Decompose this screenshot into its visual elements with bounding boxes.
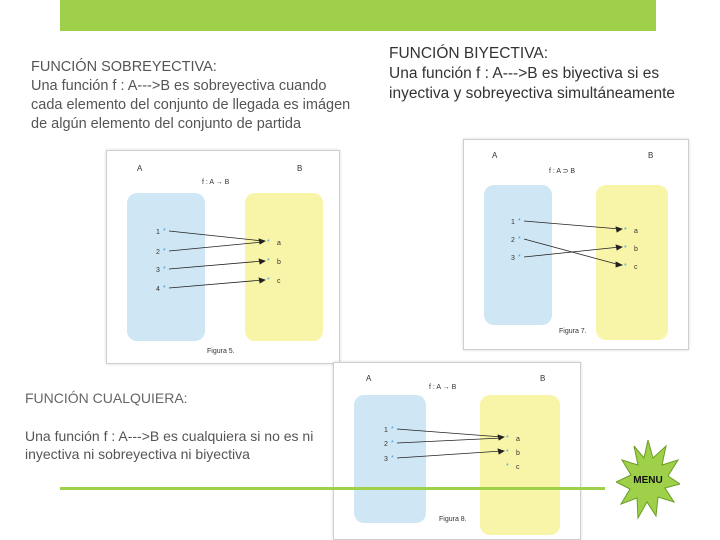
fig7-b2-dot: * bbox=[624, 245, 627, 252]
fig8-b3: c bbox=[516, 464, 520, 471]
fig5-a1-dot: * bbox=[163, 228, 166, 235]
fig7-a3-dot: * bbox=[518, 254, 521, 261]
biyectiva-title: FUNCIÓN BIYECTIVA: bbox=[389, 45, 549, 62]
fig5-a3-dot: * bbox=[163, 266, 166, 273]
fig7-b1-dot: * bbox=[624, 227, 627, 234]
fig7-b1: a bbox=[634, 228, 638, 235]
fig5-set-b-label: B bbox=[297, 164, 303, 173]
figure-cualquiera bbox=[333, 362, 581, 540]
fig7-b3: c bbox=[634, 264, 638, 271]
fig5-set-a-label: A bbox=[137, 164, 143, 173]
fig8-b1: a bbox=[516, 436, 520, 443]
fig7-a1-dot: * bbox=[518, 218, 521, 225]
fig5-b1-dot: * bbox=[267, 239, 270, 246]
fig8-a3: 3 bbox=[384, 456, 388, 463]
cualquiera-title: FUNCIÓN CUALQUIERA: bbox=[25, 390, 188, 406]
fig7-a2-dot: * bbox=[518, 236, 521, 243]
fig8-a1-dot: * bbox=[391, 426, 394, 433]
fig8-set-b-label: B bbox=[540, 374, 546, 383]
menu-label: MENU bbox=[633, 475, 663, 486]
fig7-set-b-label: B bbox=[648, 151, 654, 160]
fig8-set-a-label: A bbox=[366, 374, 372, 383]
fig5-a1: 1 bbox=[156, 229, 160, 236]
fig5-caption: Figura 5. bbox=[207, 348, 235, 355]
fig8-a2: 2 bbox=[384, 441, 388, 448]
fig7-a2: 2 bbox=[511, 237, 515, 244]
fig7-set-a-label: A bbox=[492, 151, 498, 160]
fig7-func-label: f : A ⊃ B bbox=[549, 168, 576, 175]
figure-5-diagram bbox=[107, 151, 339, 363]
biyectiva-block bbox=[389, 44, 709, 104]
fig8-a1: 1 bbox=[384, 427, 388, 434]
fig7-a3: 3 bbox=[511, 255, 515, 262]
fig5-set-b bbox=[245, 193, 323, 341]
fig8-func-label: f : A → B bbox=[429, 384, 457, 391]
fig5-a4-dot: * bbox=[163, 285, 166, 292]
section-divider bbox=[60, 487, 605, 490]
fig5-func-label: f : A → B bbox=[202, 179, 230, 186]
fig8-a3-dot: * bbox=[391, 455, 394, 462]
fig5-a2-dot: * bbox=[163, 248, 166, 255]
menu-button[interactable] bbox=[616, 438, 680, 522]
starburst-icon bbox=[616, 438, 680, 522]
fig7-b2: b bbox=[634, 246, 638, 253]
figure-7-diagram bbox=[464, 140, 688, 349]
fig5-a2: 2 bbox=[156, 249, 160, 256]
fig8-b3-dot: * bbox=[506, 463, 509, 470]
sobreyectiva-block bbox=[31, 58, 361, 134]
fig8-a2-dot: * bbox=[391, 440, 394, 447]
fig5-b2: b bbox=[277, 259, 281, 266]
fig5-a3: 3 bbox=[156, 267, 160, 274]
top-accent-bar bbox=[60, 0, 656, 31]
fig7-set-b bbox=[596, 185, 668, 340]
fig8-set-b bbox=[480, 395, 560, 535]
fig8-b2: b bbox=[516, 450, 520, 457]
figure-8-diagram bbox=[334, 363, 580, 539]
fig8-b2-dot: * bbox=[506, 449, 509, 456]
sobreyectiva-title: FUNCIÓN SOBREYECTIVA: bbox=[31, 59, 217, 75]
fig5-a4: 4 bbox=[156, 286, 160, 293]
fig7-caption: Figura 7. bbox=[559, 328, 587, 335]
sobreyectiva-body: Una función f : A--->B es sobreyectiva cuando cada elemento del conjunto de llegada es imágen de algún elemento del conjunto de partida bbox=[31, 78, 351, 132]
fig8-b1-dot: * bbox=[506, 435, 509, 442]
fig7-b3-dot: * bbox=[624, 263, 627, 270]
fig8-set-a bbox=[354, 395, 426, 523]
fig7-a1: 1 bbox=[511, 219, 515, 226]
fig8-caption: Figura 8. bbox=[439, 516, 467, 523]
figure-sobreyectiva bbox=[106, 150, 340, 364]
cualquiera-body: Una función f : A--->B es cualquiera si no es ni inyectiva ni sobreyectiva ni biyectiva bbox=[25, 428, 314, 462]
fig5-b2-dot: * bbox=[267, 258, 270, 265]
fig5-b3-dot: * bbox=[267, 277, 270, 284]
fig5-b1: a bbox=[277, 240, 281, 247]
fig5-b3: c bbox=[277, 278, 281, 285]
figure-biyectiva bbox=[463, 139, 689, 350]
biyectiva-body: Una función f : A--->B es biyectiva si es inyectiva y sobreyectiva simultáneamente bbox=[389, 65, 676, 102]
